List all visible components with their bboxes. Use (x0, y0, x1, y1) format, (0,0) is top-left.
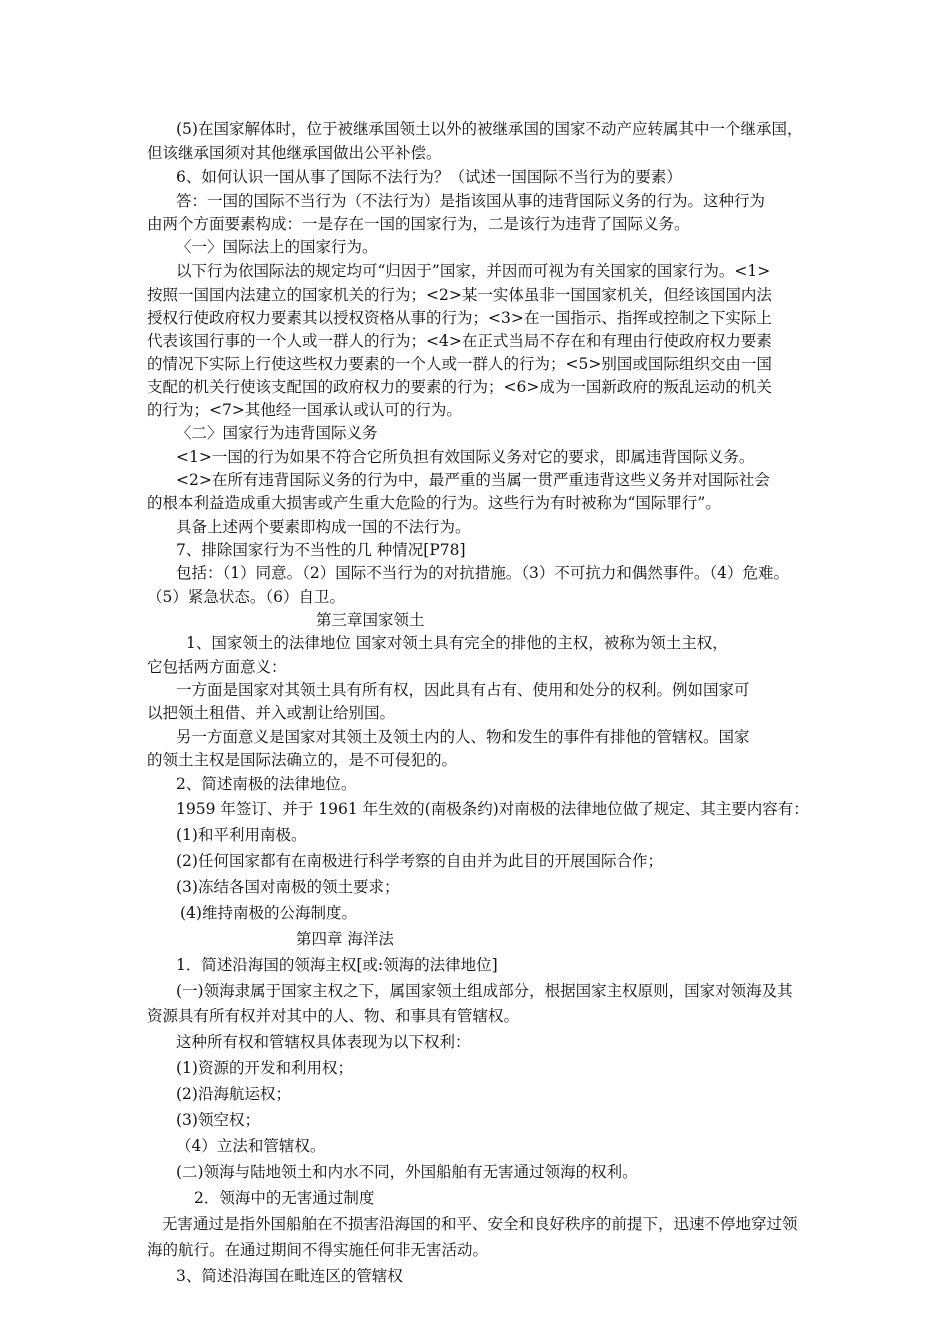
text-line: 它包括两方面意义： (147, 658, 287, 676)
question-heading: 7、排除国家行为不当性的几 种情况[P78] (176, 541, 466, 559)
chapter-heading: 第三章国家领土 (316, 611, 425, 629)
question-heading: 1、国家领土的法律地位 国家对领土具有完全的排他的主权，被称为领土主权， (186, 634, 728, 652)
text-line: 以下行为依国际法的规定均可“归因于”国家，并因而可视为有关国家的国家行为。<1> (176, 262, 771, 280)
text-line: 包括：（1）同意。（2）国际不当行为的对抗措施。（3）不可抗力和偶然事件。（4）危难。 (176, 564, 789, 582)
text-line: <1>一国的行为如果不符合它所负担有效国际义务对它的要求，即属违背国际义务。 (176, 448, 755, 466)
text-line: (一)领海隶属于国家主权之下，属国家领土组成部分，根据国家主权原则，国家对领海及其 (176, 982, 793, 1000)
text-line: 授权行使政府权力要素其以授权资格从事的行为；<3>在一国指示、指挥或控制之下实际上 (147, 309, 772, 327)
text-line: 以把领土租借、并入或割让给别国。 (147, 704, 396, 722)
text-line: 支配的机关行使该支配国的政府权力的要素的行为；<6>成为一国新政府的叛乱运动的机关 (147, 378, 772, 396)
chapter-heading: 第四章 海洋法 (296, 930, 394, 948)
list-item: (2)沿海航运权； (176, 1085, 291, 1103)
text-line: 这种所有权和管辖权具体表现为以下权利： (176, 1033, 471, 1051)
text-line: 代表该国行事的一个人或一群人的行为；<4>在正式当局不存在和有理由行使政府权力要素 (147, 332, 772, 350)
text-line: （5）紧急状态。（6）自卫。 (147, 588, 345, 606)
question-heading: 3、简述沿海国在毗连区的管辖权 (176, 1267, 403, 1285)
text-line: (5)在国家解体时，位于被继承国领土以外的被继承国的国家不动产应转属其中一个继承国， (176, 120, 803, 138)
text-line: 无害通过是指外国船舶在不损害沿海国的和平、安全和良好秩序的前提下，迅速不停地穿过领 (162, 1215, 798, 1233)
text-line: 由两个方面要素构成：一是存在一国的国家行为，二是该行为违背了国际义务。 (147, 215, 690, 233)
text-line: 海的航行。在通过期间不得实施任何非无害活动。 (147, 1241, 489, 1259)
text-line: 的领土主权是国际法确立的，是不可侵犯的。 (147, 751, 458, 769)
text-line: 〈二〉国家行为违背国际义务 (176, 424, 378, 442)
list-item: (2)任何国家都有在南极进行科学考察的自由并为此目的开展国际合作； (176, 852, 663, 870)
list-item: (3)领空权； (176, 1111, 260, 1129)
text-line: 1959 年签订、并于 1961 年生效的(南极条约)对南极的法律地位做了规定、其主要内容有： (176, 800, 809, 818)
question-heading: 2、简述南极的法律地位。 (176, 775, 357, 793)
text-line: 答：一国的国际不当行为（不法行为）是指该国从事的违背国际义务的行为。这种行为 (176, 192, 766, 210)
text-line: 〈一〉国际法上的国家行为。 (176, 238, 378, 256)
text-line: 的行为；<7>其他经一国承认或认可的行为。 (147, 401, 462, 419)
text-line: 按照一国国内法建立的国家机关的行为；<2>某一实体虽非一国国家机关，但经该国国内法 (147, 286, 772, 304)
text-line: <2>在所有违背国际义务的行为中，最严重的当属一贯严重违背这些义务并对国际社会 (176, 471, 770, 489)
question-heading: 2．领海中的无害通过制度 (194, 1189, 375, 1207)
text-line: 一方面是国家对其领土具有所有权，因此具有占有、使用和处分的权利。例如国家可 (176, 681, 750, 699)
text-line: 的情况下实际上行使这些权力要素的一个人或一群人的行为；<5>别国或国际组织交由一国 (147, 355, 772, 373)
text-line: 但该继承国须对其他继承国做出公平补偿。 (147, 144, 442, 162)
list-item: (4)维持南极的公海制度。 (180, 904, 357, 922)
text-line: 资源具有所有权并对其中的人、物、和事具有管辖权。 (147, 1007, 520, 1025)
list-item: (3)冻结各国对南极的领土要求； (176, 878, 400, 896)
question-heading: 6、如何认识一国从事了国际不法行为？（试述一国国际不当行为的要素） (176, 168, 682, 186)
text-line: 具备上述两个要素即构成一国的不法行为。 (176, 518, 471, 536)
list-item: (1)资源的开发和利用权； (176, 1059, 353, 1077)
list-item: （4）立法和管辖权。 (176, 1137, 326, 1155)
text-line: 另一方面意义是国家对其领土及领土内的人、物和发生的事件有排他的管辖权。国家 (176, 728, 750, 746)
list-item: (1)和平利用南极。 (176, 826, 307, 844)
text-line: 的根本利益造成重大损害或产生重大危险的行为。这些行为有时被称为“国际罪行”。 (147, 494, 721, 512)
text-line: (二)领海与陆地领土和内水不同，外国船舶有无害通过领海的权利。 (176, 1163, 638, 1181)
question-heading: 1．简述沿海国的领海主权[或:领海的法律地位] (176, 956, 498, 974)
